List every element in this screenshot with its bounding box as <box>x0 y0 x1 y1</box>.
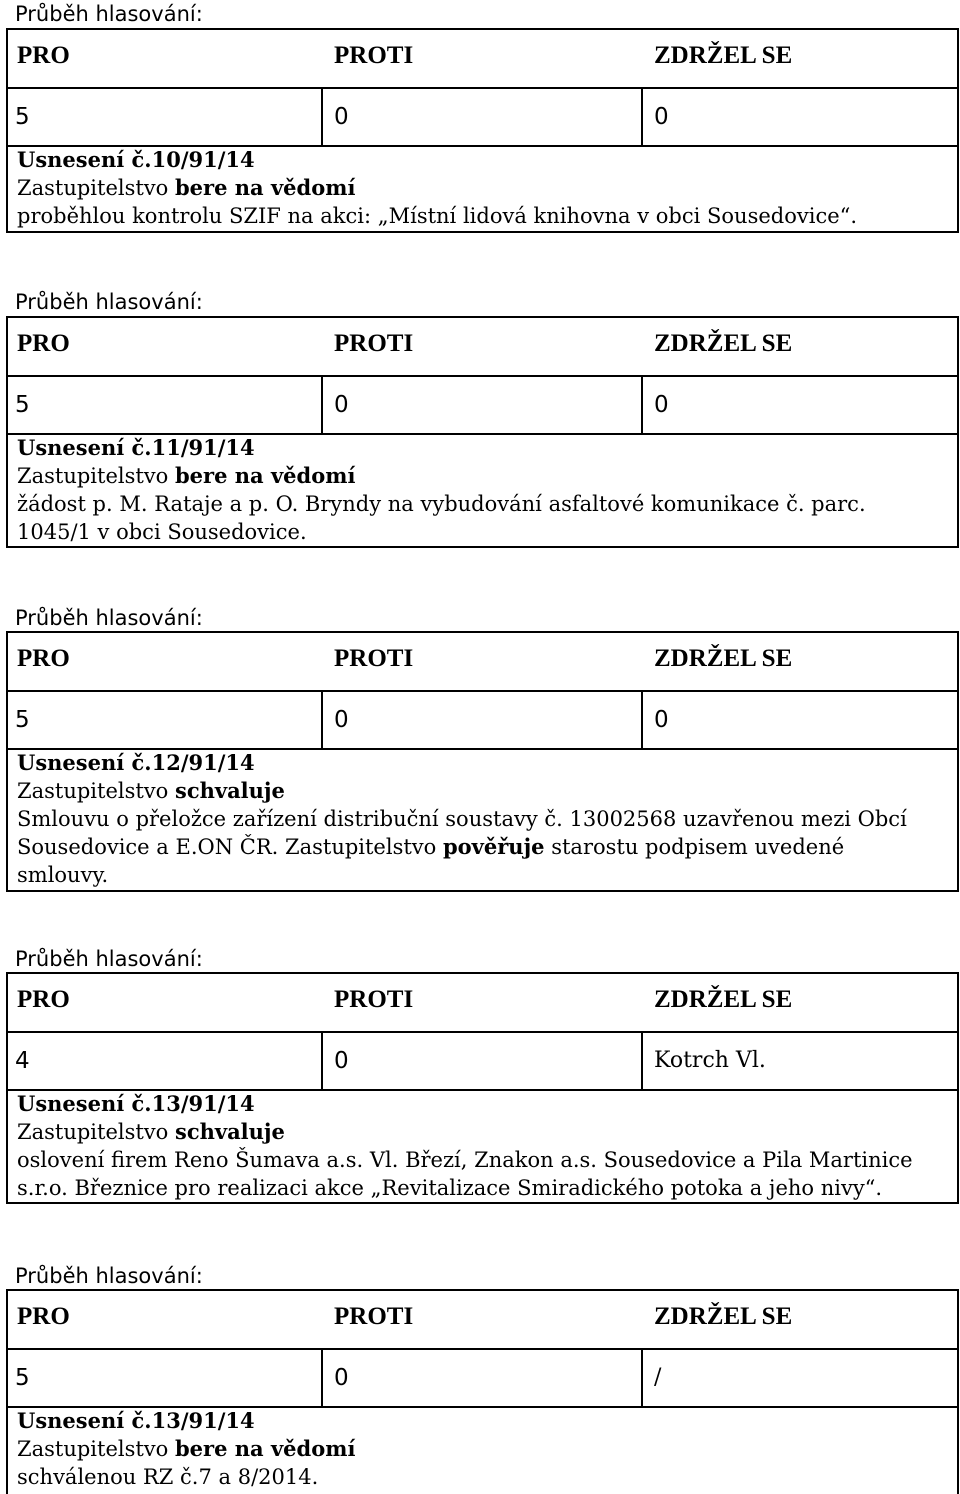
resolution-label: Usnesení č. <box>17 147 152 172</box>
resolution-verb: bere na vědomí <box>175 175 356 200</box>
vote-zdrzel: 0 <box>654 104 669 130</box>
vote-zdrzel: / <box>654 1365 662 1390</box>
vote-pro: 5 <box>15 392 30 418</box>
vote-heading: Průběh hlasování: <box>15 1264 203 1288</box>
vote-table <box>6 28 959 233</box>
vote-proti: 0 <box>334 1048 349 1074</box>
header-zdrzel: ZDRŽEL SE <box>654 986 793 1013</box>
vote-table <box>6 631 959 892</box>
header-pro: PRO <box>17 42 70 69</box>
header-pro: PRO <box>17 330 70 357</box>
header-proti: PROTI <box>334 1303 414 1330</box>
vote-pro: 4 <box>15 1048 30 1074</box>
vote-pro: 5 <box>15 104 30 130</box>
vote-proti: 0 <box>334 1365 349 1391</box>
vote-zdrzel: 0 <box>654 392 669 418</box>
header-zdrzel: ZDRŽEL SE <box>654 42 793 69</box>
resolution-label: Usnesení č. <box>17 1408 152 1433</box>
resolution-number: 13/91/14 <box>151 1091 255 1116</box>
resolution-verb: bere na vědomí <box>175 463 356 488</box>
resolution-number: 11/91/14 <box>151 435 255 460</box>
resolution-verb: bere na vědomí <box>175 1436 356 1461</box>
vote-heading: Průběh hlasování: <box>15 606 203 630</box>
vote-table <box>6 972 959 1204</box>
resolution-number: 12/91/14 <box>151 750 255 775</box>
vote-heading: Průběh hlasování: <box>15 290 203 314</box>
header-proti: PROTI <box>334 330 414 357</box>
vote-table <box>6 1289 959 1494</box>
resolution-verb: schvaluje <box>175 778 285 803</box>
resolution-text: Usnesení č.13/91/14 Zastupitelstvo bere na vědomí schválenou RZ č.7 a 8/2014. <box>17 1408 356 1489</box>
resolution-verb: schvaluje <box>175 1119 285 1144</box>
header-pro: PRO <box>17 1303 70 1330</box>
header-zdrzel: ZDRŽEL SE <box>654 645 793 672</box>
vote-proti: 0 <box>334 707 349 733</box>
resolution-number: 13/91/14 <box>151 1408 255 1433</box>
header-proti: PROTI <box>334 42 414 69</box>
resolution-number: 10/91/14 <box>151 147 255 172</box>
header-pro: PRO <box>17 645 70 672</box>
vote-heading: Průběh hlasování: <box>15 947 203 971</box>
vote-zdrzel: 0 <box>654 707 669 733</box>
vote-zdrzel: Kotrch Vl. <box>654 1048 766 1073</box>
resolution-label: Usnesení č. <box>17 1091 152 1116</box>
resolution-text: Usnesení č.13/91/14 Zastupitelstvo schvaluje oslovení firem Reno Šumava a.s. Vl. Březí, Znakon a.s. Sousedovice a Pila Martinice s.r.o. Březnice pro realizaci akce „Revitalizace Smiradického potoka a jeho nivy“. <box>17 1091 913 1200</box>
resolution-text: Usnesení č.10/91/14 Zastupitelstvo bere na vědomí proběhlou kontrolu SZIF na akci: „Místní lidová knihovna v obci Sousedovice“. <box>17 147 858 228</box>
vote-pro: 5 <box>15 1365 30 1391</box>
vote-proti: 0 <box>334 104 349 130</box>
resolution-text: Usnesení č.11/91/14 Zastupitelstvo bere na vědomí žádost p. M. Rataje a p. O. Bryndy na vybudování asfaltové komunikace č. parc. 1045/1 v obci Sousedovice. <box>17 435 866 544</box>
vote-heading: Průběh hlasování: <box>15 2 203 26</box>
header-zdrzel: ZDRŽEL SE <box>654 1303 793 1330</box>
vote-pro: 5 <box>15 707 30 733</box>
resolution-label: Usnesení č. <box>17 435 152 460</box>
header-zdrzel: ZDRŽEL SE <box>654 330 793 357</box>
vote-proti: 0 <box>334 392 349 418</box>
header-pro: PRO <box>17 986 70 1013</box>
header-proti: PROTI <box>334 986 414 1013</box>
header-proti: PROTI <box>334 645 414 672</box>
resolution-label: Usnesení č. <box>17 750 152 775</box>
vote-table <box>6 316 959 548</box>
resolution-text: Usnesení č.12/91/14 Zastupitelstvo schvaluje Smlouvu o přeložce zařízení distribuční soustavy č. 13002568 uzavřenou mezi Obcí Sousedovice a E.ON ČR. Zastupitelstvo pověřuje starostu podpisem uvedené smlouvy. <box>17 750 907 887</box>
resolution-verb-secondary: pověřuje <box>442 834 545 859</box>
